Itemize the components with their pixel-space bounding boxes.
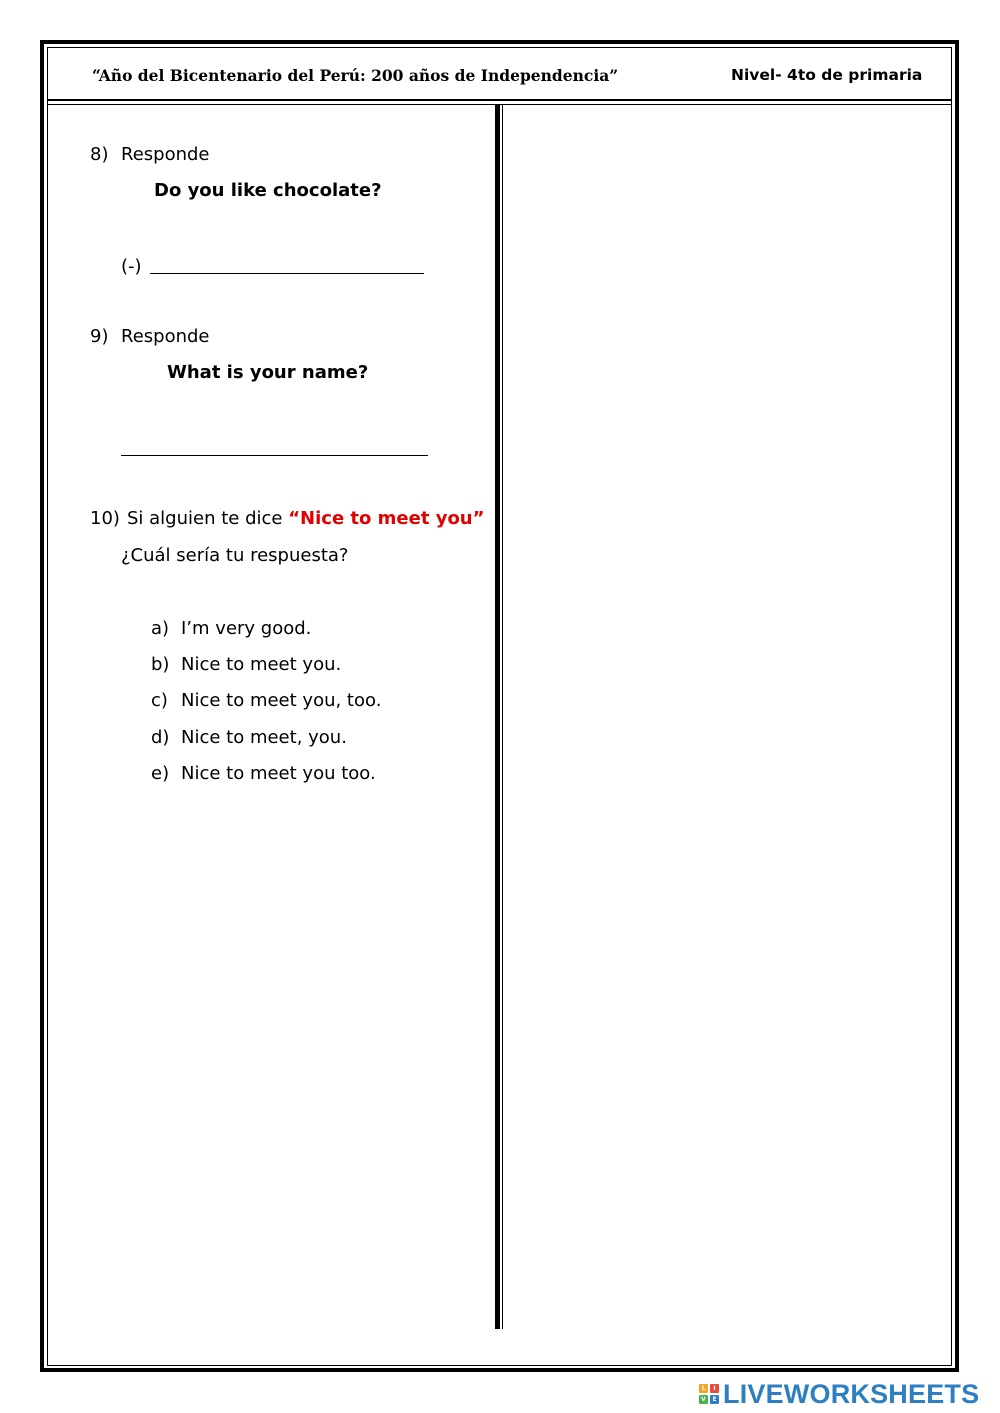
question-prompt: What is your name? [167,362,369,383]
option-letter: e) [151,763,170,784]
question-text-before: Si alguien te dice [127,508,283,529]
answer-prefix: (-) [121,256,142,277]
option-letter: d) [151,727,170,748]
logo-cell-e: E [710,1395,719,1404]
question-text [127,508,484,529]
logo-text: LIVEWORKSHEETS [723,1378,980,1409]
header-level: Nivel- 4to de primaria [731,66,923,84]
option-letter: c) [151,690,168,711]
question-prompt: Do you like chocolate? [154,180,382,201]
question-number: 9) [90,326,109,347]
question-instruction: Responde [121,144,210,165]
option-letter: a) [151,618,170,639]
question-subtext: ¿Cuál sería tu respuesta? [121,545,349,566]
header-divider [47,99,952,101]
answer-blank-line[interactable] [150,273,424,274]
question-highlight: “Nice to meet you” [288,508,485,529]
answer-blank-line[interactable] [121,455,428,456]
option-text: Nice to meet you too. [181,763,376,784]
option-text: Nice to meet you, too. [181,690,382,711]
option-text: Nice to meet you. [181,654,342,675]
column-divider-thin [502,104,503,1329]
question-number: 10) [90,508,120,529]
header-title: “Año del Bicentenario del Perú: 200 años de Independencia” [92,66,619,85]
option-letter: b) [151,654,170,675]
option-text: Nice to meet, you. [181,727,347,748]
logo-cell-i: I [710,1384,719,1393]
logo-icon [699,1384,719,1404]
question-instruction: Responde [121,326,210,347]
logo-cell-v: V [699,1395,708,1404]
option-text: I’m very good. [181,618,312,639]
liveworksheets-logo[interactable] [699,1380,979,1408]
column-divider [495,104,500,1329]
logo-cell-l: L [699,1384,708,1393]
question-number: 8) [90,144,109,165]
